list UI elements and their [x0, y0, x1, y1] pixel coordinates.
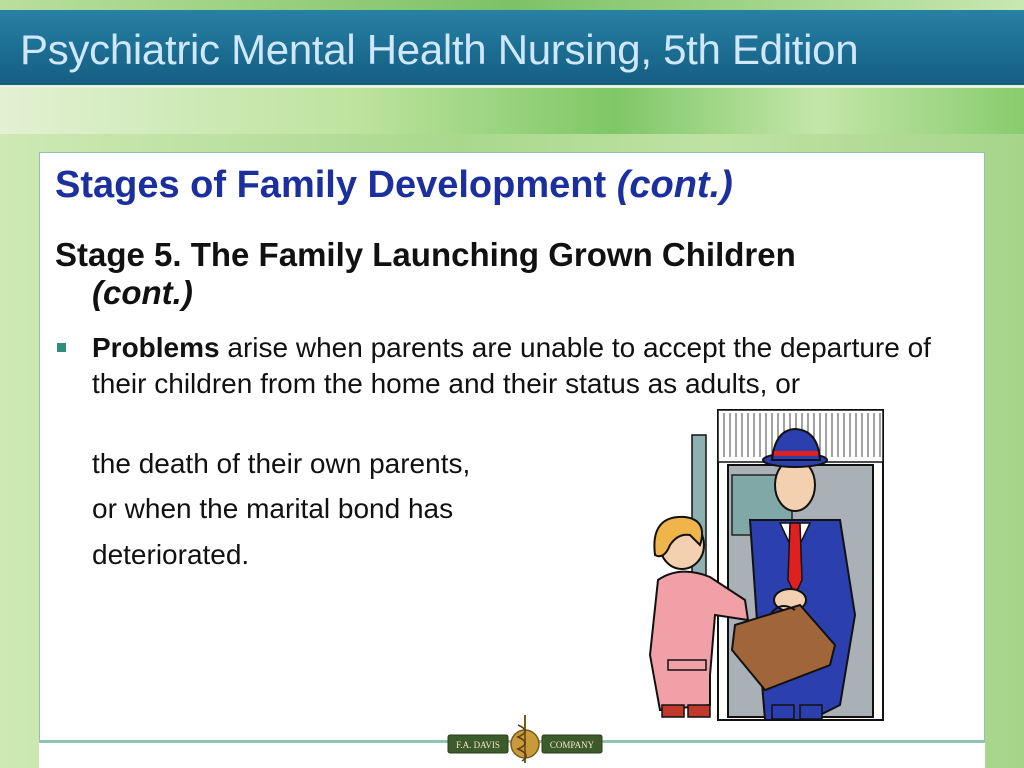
fa-davis-logo: [446, 713, 606, 765]
continuation-line: deteriorated.: [92, 539, 250, 570]
header-accent-stripe: [0, 0, 1024, 10]
clipart-illustration: [640, 405, 890, 725]
continuation-line: the death of their own parents,: [92, 448, 471, 479]
deck-title: Psychiatric Mental Health Nursing, 5th Edition: [20, 26, 859, 73]
slide-title: [55, 164, 733, 207]
slide-title-text: Stages of Family Development: [55, 164, 607, 206]
slide-title-suffix: (cont.): [616, 164, 733, 206]
decorative-green-band: [0, 88, 1024, 134]
stage-heading: [55, 236, 955, 312]
stage-heading-suffix: (cont.): [92, 274, 193, 311]
header-bar: [0, 0, 1024, 88]
square-bullet-icon: [57, 343, 66, 352]
logo-right-text: COMPANY: [549, 740, 595, 750]
bullet-item: [55, 330, 935, 402]
bullet-body: arise when parents are unable to accept the departure of their children from the home and their status as adults, or: [92, 332, 931, 399]
continuation-line: or when the marital bond has: [92, 493, 454, 524]
logo-left-text: F.A. DAVIS: [456, 740, 500, 750]
stage-heading-text: Stage 5. The Family Launching Grown Children: [55, 236, 796, 273]
bullet-text: [55, 330, 935, 402]
bullet-lead: Problems: [92, 332, 220, 363]
